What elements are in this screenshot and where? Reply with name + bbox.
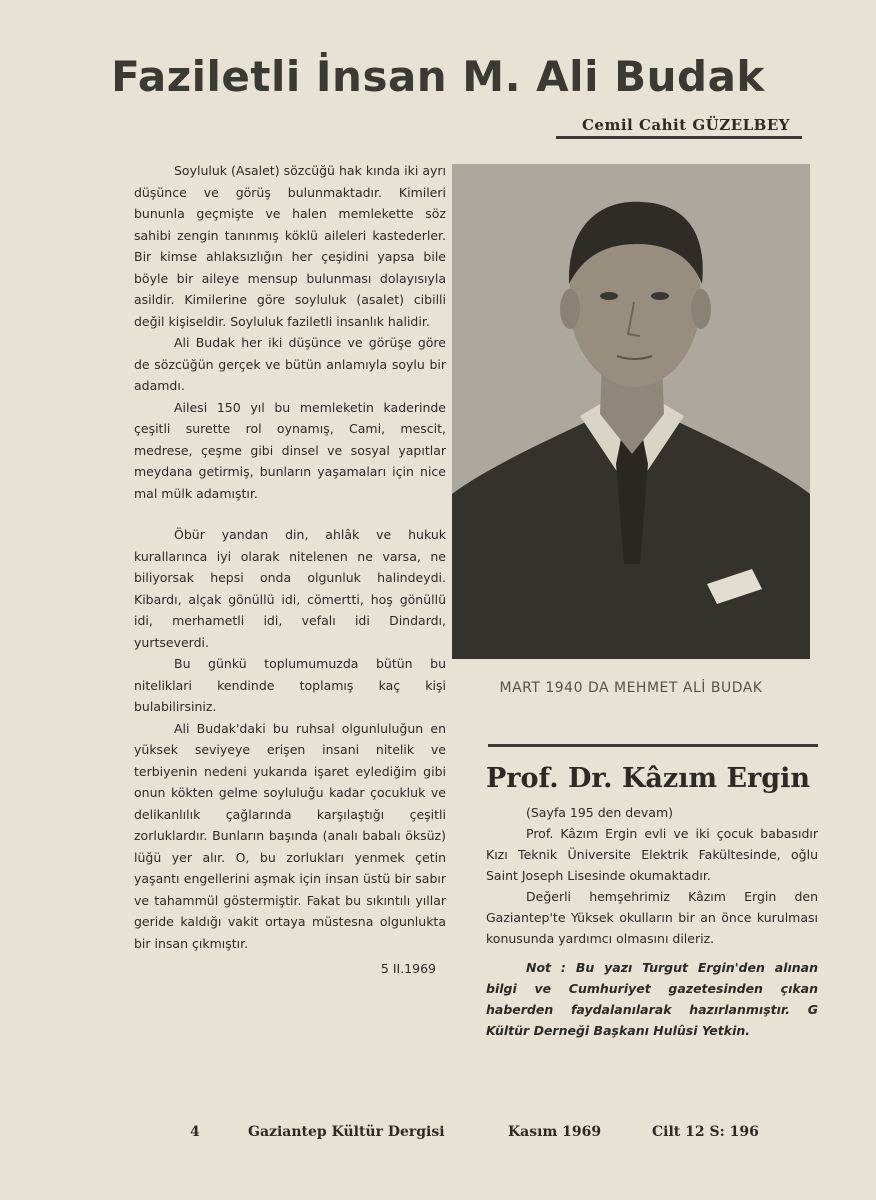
page-number: 4 [190,1124,200,1140]
article-date: 5 II.1969 [380,961,436,976]
photo-caption: MART 1940 DA MEHMET ALİ BUDAK [499,680,763,696]
sidebar-paragraph: Değerli hemşehrimiz Kâzım Ergin den Gaziantep'te Yüksek okulların bir an önce kurulması konusunda yardımcı olmasını dileriz. [486,889,818,946]
journal-name: Gaziantep Kültür Dergisi [248,1124,445,1140]
issue-date: Kasım 1969 [508,1124,602,1140]
article-body [134,160,446,980]
author-underline [556,136,802,139]
sidebar-paragraph: Prof. Kâzım Ergin evli ve iki çocuk babasıdır Kızı Teknik Üniversite Elektrik Fakültesinde, oğlu Saint Joseph Lisesinde okumaktadır. [486,826,818,883]
article-paragraph: Soyluluk (Asalet) sözcüğü hak kında iki ayrı düşünce ve görüş bulunmaktadır. Kimileri bununla geçmişte ve halen memlekette söz sahibi zengin tanınmış köklü aileleri kastederler. Bir kimse ahlaksızlığın her çeşidini yapsa bile böyle bir aileye mensup bulunması dolayısıyla asildir. Kimilerine göre soyluluk (asalet) cibilli değil kişiseldir. Soyluluk faziletli insanlık halidir. [134,163,446,329]
article-paragraph: Ali Budak'daki bu ruhsal olgunluluğun en yüksek seviyeye erişen insani nitelik ve terbiyenin nedeni yukarıda işaret eylediğim gibi onun kökten gelme soyluluğu kadar çocukluk ve delikanlılık çağlarında karşılaştığı çeşitli zorluklardır. Bunların başında (analı babalı öksüz) lüğü yer alır. O, bu zorlukları yenmek çetin yaşantı engellerini aşmak için insan üstü bir sabır ve tahammül göstermiştir. Fakat bu sıkıntılı yıllar geride kaldığı vakit ortaya müstesna olgunlukta bir insan çıkmıştır. [134,720,446,951]
volume-info: Cilt 12 S: 196 [652,1124,759,1140]
portrait-photo [452,164,810,659]
sidebar-heading: Prof. Dr. Kâzım Ergin [486,763,811,794]
article-paragraph: Ailesi 150 yıl bu memleketin kaderinde çeşitli surette rol oynamış, Cami, mescit, medrese, çeşme gibi dinsel ve sosyal yapıtlar meydana getirmiş, bunların yaşamaları için nice mal mülk adamıştır. [134,399,446,501]
sidebar-note: Not : Bu yazı Turgut Ergin'den alınan bilgi ve Cumhuriyet gazetesinden çıkan haberden faydalanılarak hazırlanmıştır. G Kültür Derneği Başkanı Hulûsi Yetkin. [486,960,818,1038]
sidebar-article [486,762,818,1041]
article-title: Faziletli İnsan M. Ali Budak [111,52,765,101]
article-author: Cemil Cahit GÜZELBEY [581,116,790,134]
article-paragraph: Öbür yandan din, ahlâk ve hukuk kurallarınca iyi olarak nitelenen ne varsa, ne biliyorsak hepsi onda olgunluk halindeydi. Kibardı, alçak gönüllü idi, cömertti, hoş gönüllü idi, merhametli idi, vefalı idi Dindardı, yurtseverdi. [134,527,446,650]
article-paragraph: Bu günkü toplumumuzda bütün bu niteliklari kendinde toplamış kaç kişi bulabilirsiniz. [134,656,446,714]
section-divider [488,744,818,747]
article-paragraph: Ali Budak her iki düşünce ve görüşe göre de sözcüğün gerçek ve bütün anlamıyla soylu bir adamdı. [134,335,446,393]
continued-note: (Sayfa 195 den devam) [526,805,673,820]
portrait-illustration [452,164,810,659]
